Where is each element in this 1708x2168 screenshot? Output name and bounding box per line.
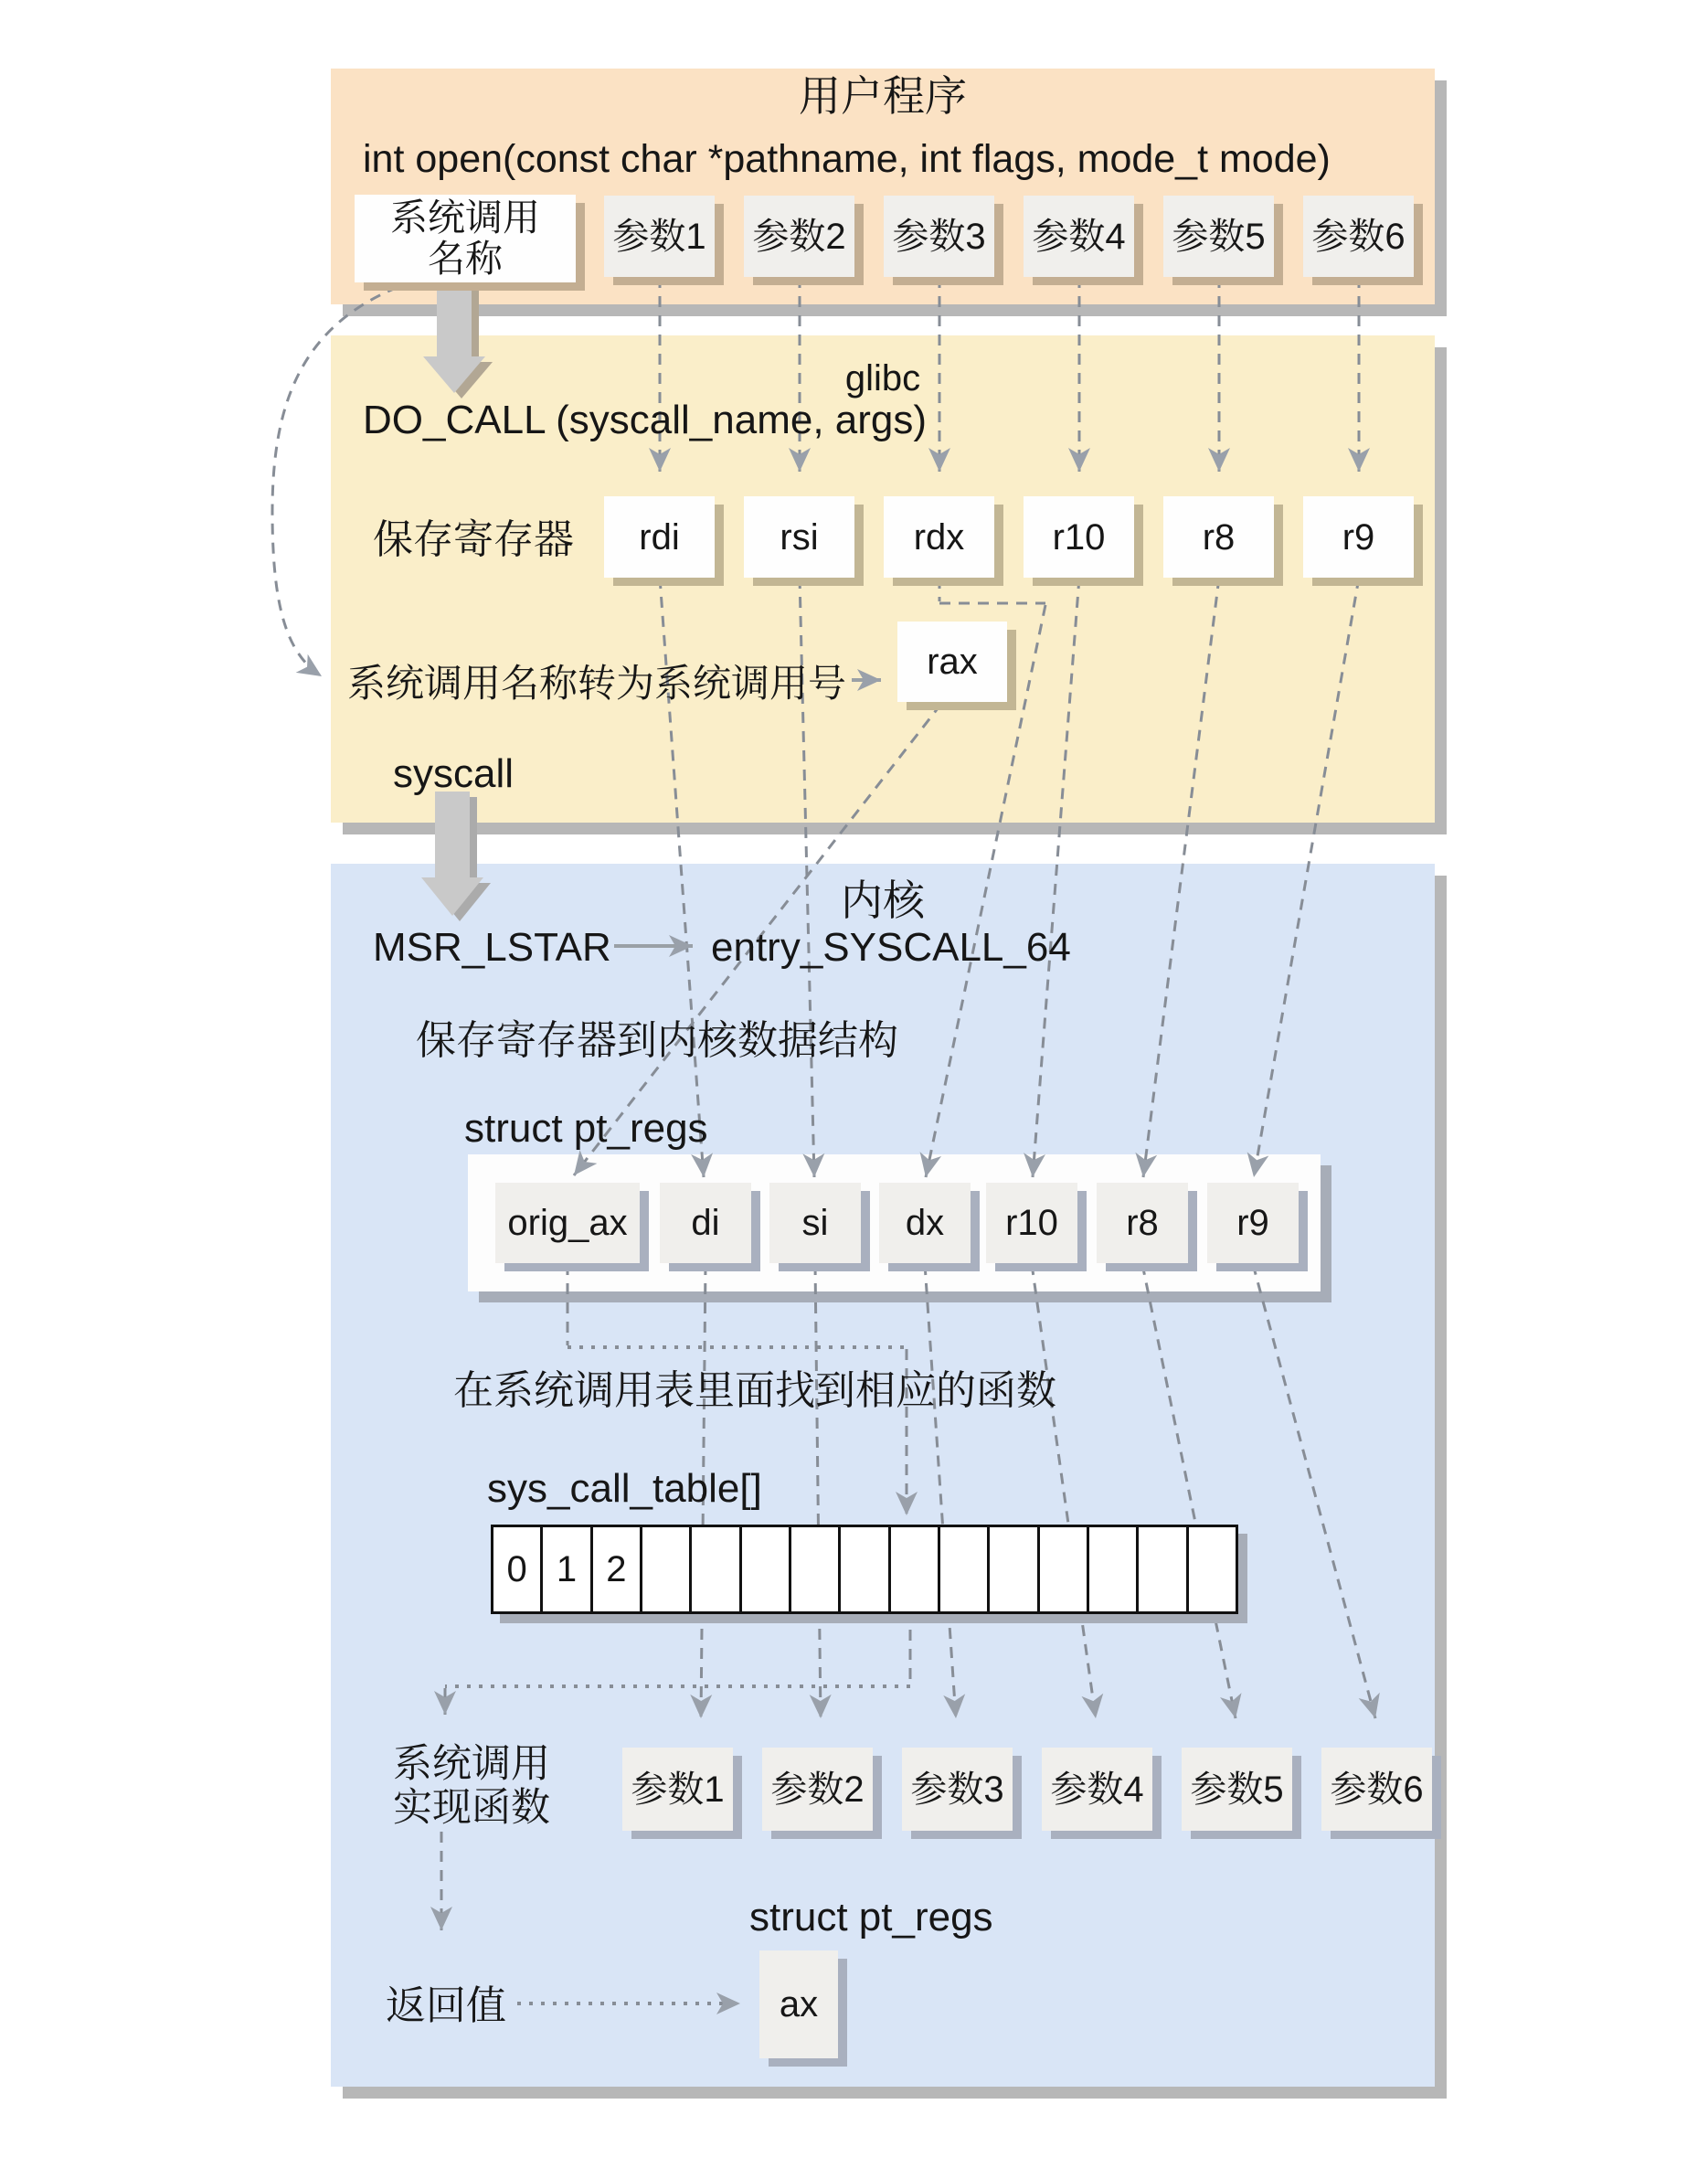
pt-regs-label-bottom: struct pt_regs: [749, 1895, 993, 1940]
impl-function-label: 系统调用 实现函数: [393, 1742, 550, 1831]
table-cell: [940, 1527, 990, 1611]
connector-name-to-convert-curve: [272, 281, 416, 676]
syscall-name-box: [355, 195, 576, 282]
kernel-param-box: 参数4: [1042, 1748, 1152, 1831]
connector-r10-param4: [1032, 1264, 1096, 1718]
pt-regs-label: struct pt_regs: [464, 1106, 708, 1151]
user-param-box: 参数3: [884, 196, 994, 277]
table-cell: [742, 1527, 791, 1611]
table-cell: [692, 1527, 741, 1611]
table-cell: 2: [593, 1527, 642, 1611]
register-box-rax: rax: [897, 622, 1007, 702]
table-cell: [990, 1527, 1039, 1611]
table-cell: [1040, 1527, 1089, 1611]
table-cell: [1189, 1527, 1236, 1611]
sys-call-table-label: sys_call_table[]: [487, 1466, 762, 1511]
kernel-param-box: 参数2: [762, 1748, 873, 1831]
open-signature: int open(const char *pathname, int flags, mode_t mode): [363, 137, 1331, 181]
find-function-label: 在系统调用表里面找到相应的函数: [453, 1368, 1056, 1413]
ptregs-box-si: si: [769, 1183, 861, 1263]
kernel-param-box: 参数5: [1182, 1748, 1292, 1831]
connector-r9-param6: [1253, 1264, 1375, 1718]
convert-label: 系统调用名称转为系统调用号: [347, 662, 847, 705]
user-param-box: 参数6: [1303, 196, 1414, 277]
register-box-r10: r10: [1024, 496, 1134, 578]
register-box-r9: r9: [1303, 496, 1414, 578]
user-param-box: 参数4: [1024, 196, 1134, 277]
ptregs-box-r8: r8: [1097, 1183, 1188, 1263]
kernel-param-box: 参数3: [902, 1748, 1013, 1831]
save-registers-label: 保存寄存器: [373, 517, 574, 562]
connector-dx-param3: [925, 1264, 956, 1718]
table-cell: 0: [493, 1527, 543, 1611]
register-box-rdx: rdx: [884, 496, 994, 578]
kernel-title: 内核: [841, 877, 925, 924]
user-param-box: 参数1: [604, 196, 715, 277]
table-cell: [1139, 1527, 1188, 1611]
entry-syscall64-label: entry_SYSCALL_64: [711, 925, 1071, 970]
sys-call-table: [491, 1525, 1238, 1614]
register-box-ax: ax: [759, 1950, 838, 2058]
connector-si-param2: [815, 1264, 821, 1718]
table-cell: [841, 1527, 890, 1611]
ptregs-box-di: di: [660, 1183, 751, 1263]
save-to-struct-label: 保存寄存器到内核数据结构: [416, 1018, 898, 1063]
ptregs-box-origax: orig_ax: [495, 1183, 640, 1263]
kernel-param-box: 参数6: [1321, 1748, 1432, 1831]
do-call-text: DO_CALL (syscall_name, args): [363, 398, 928, 442]
table-cell: [642, 1527, 692, 1611]
table-cell: [791, 1527, 841, 1611]
register-box-rdi: rdi: [604, 496, 715, 578]
table-cell: 1: [543, 1527, 592, 1611]
ptregs-box-dx: dx: [879, 1183, 971, 1263]
return-value-label: 返回值: [386, 1983, 506, 2028]
connector-r8-param5: [1142, 1264, 1236, 1718]
syscall-name-text: 系统调用 名称: [390, 196, 540, 280]
msr-lstar-label: MSR_LSTAR: [373, 925, 611, 970]
user-param-box: 参数2: [744, 196, 854, 277]
register-box-r8: r8: [1163, 496, 1274, 578]
ptregs-box-r10: r10: [986, 1183, 1077, 1263]
kernel-param-box: 参数1: [622, 1748, 733, 1831]
syscall-instruction-label: syscall: [393, 751, 515, 796]
user-param-box: 参数5: [1163, 196, 1274, 277]
table-cell: [1089, 1527, 1139, 1611]
glibc-label: glibc: [844, 358, 921, 399]
register-box-rsi: rsi: [744, 496, 854, 578]
ptregs-box-r9: r9: [1207, 1183, 1299, 1263]
table-cell: [891, 1527, 940, 1611]
user-program-title: 用户程序: [799, 72, 967, 120]
